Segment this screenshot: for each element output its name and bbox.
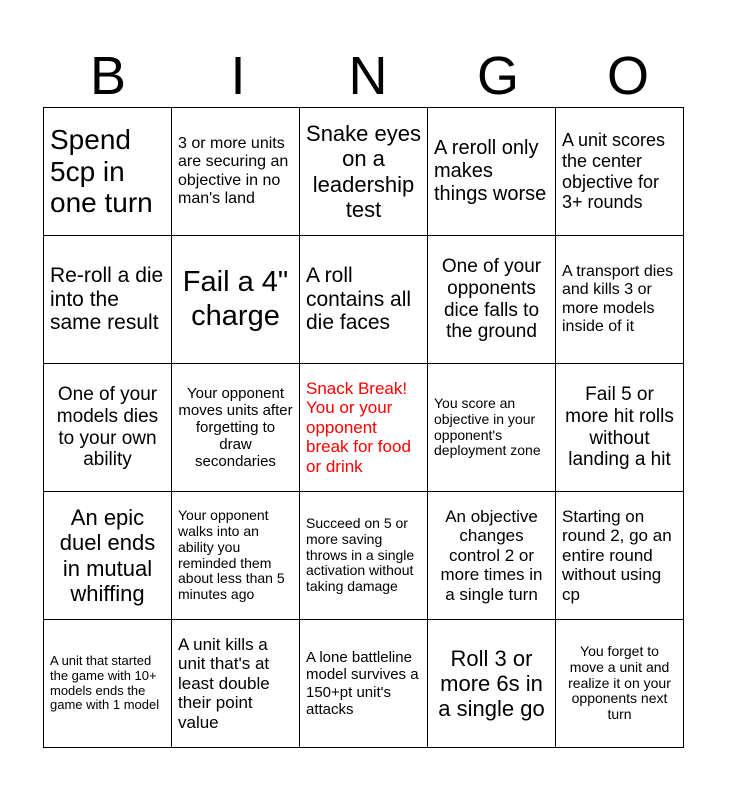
bingo-cell[interactable]: One of your opponents dice falls to the ground — [428, 236, 556, 364]
bingo-cell[interactable]: Roll 3 or more 6s in a single go — [428, 620, 556, 748]
bingo-cell[interactable]: You score an objective in your opponent's deployment zone — [428, 364, 556, 492]
bingo-row-2 — [44, 236, 684, 364]
bingo-cell[interactable]: Snake eyes on a leadership test — [300, 108, 428, 236]
bingo-cell[interactable]: Your opponent moves units after forgetting to draw secondaries — [172, 364, 300, 492]
bingo-cell[interactable]: An epic duel ends in mutual whiffing — [44, 492, 172, 620]
bingo-cell[interactable]: A unit scores the center objective for 3+ rounds — [556, 108, 684, 236]
bingo-cell[interactable]: A unit that started the game with 10+ models ends the game with 1 model — [44, 620, 172, 748]
snack-break-cell[interactable]: Snack Break! You or your opponent break for food or drink — [300, 364, 428, 492]
bingo-cell[interactable]: Your opponent walks into an ability you reminded them about less than 5 minutes ago — [172, 492, 300, 620]
bingo-cell[interactable]: A transport dies and kills 3 or more models inside of it — [556, 236, 684, 364]
bingo-cell[interactable]: Starting on round 2, go an entire round without using cp — [556, 492, 684, 620]
bingo-cell[interactable]: A unit kills a unit that's at least double their point value — [172, 620, 300, 748]
header-letter-n: N — [348, 46, 388, 106]
bingo-cell[interactable]: Spend 5cp in one turn — [44, 108, 172, 236]
bingo-cell[interactable]: A lone battleline model survives a 150+pt unit's attacks — [300, 620, 428, 748]
bingo-cell[interactable]: You forget to move a unit and realize it on your opponents next turn — [556, 620, 684, 748]
header-letter-o: O — [606, 46, 649, 106]
bingo-cell[interactable]: Re-roll a die into the same result — [44, 236, 172, 364]
bingo-header — [43, 46, 693, 106]
bingo-cell[interactable]: A roll contains all die faces — [300, 236, 428, 364]
bingo-cell[interactable]: One of your models dies to your own ability — [44, 364, 172, 492]
bingo-row-5 — [44, 620, 684, 748]
bingo-cell[interactable]: A reroll only makes things worse — [428, 108, 556, 236]
bingo-cell[interactable]: Succeed on 5 or more saving throws in a single activation without taking damage — [300, 492, 428, 620]
bingo-row-1 — [44, 108, 684, 236]
header-letter-g: G — [476, 46, 519, 106]
bingo-cell[interactable]: Fail a 4" charge — [172, 236, 300, 364]
bingo-cell[interactable]: An objective changes control 2 or more times in a single turn — [428, 492, 556, 620]
bingo-grid — [43, 107, 684, 748]
header-letter-b: B — [89, 46, 127, 106]
header-letter-i: I — [230, 46, 246, 106]
bingo-cell[interactable]: 3 or more units are securing an objective in no man's land — [172, 108, 300, 236]
bingo-row-3 — [44, 364, 684, 492]
bingo-cell[interactable]: Fail 5 or more hit rolls without landing a hit — [556, 364, 684, 492]
bingo-row-4 — [44, 492, 684, 620]
